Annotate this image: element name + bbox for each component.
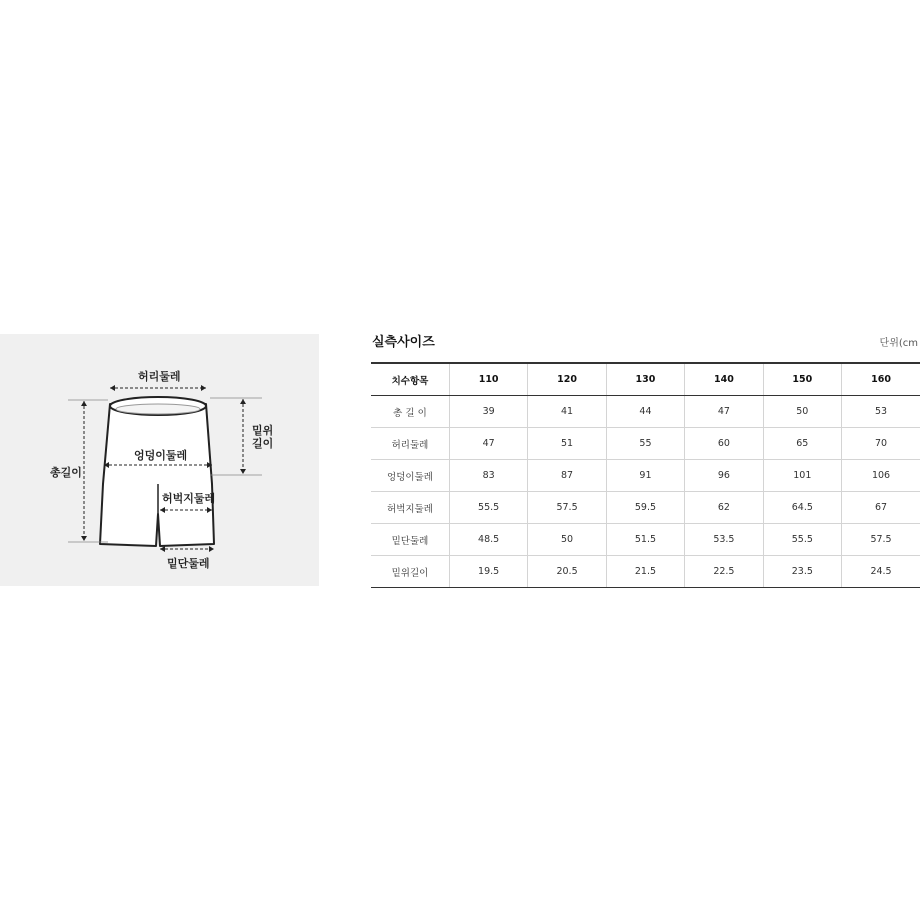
table-row: [371, 556, 920, 588]
table-row: [371, 428, 920, 460]
size-header: 120: [528, 363, 606, 396]
table-cell: 55.5: [449, 492, 527, 524]
table-cell: 55.5: [763, 524, 841, 556]
table-cell: 70: [842, 428, 920, 460]
table-cell: 96: [685, 460, 763, 492]
row-label: 총 길 이: [371, 396, 449, 428]
waist-label: 허리둘레: [138, 370, 181, 383]
table-cell: 91: [606, 460, 684, 492]
table-cell: 41: [528, 396, 606, 428]
table-cell: 23.5: [763, 556, 841, 588]
hem-label: 밑단둘레: [167, 557, 210, 570]
hip-label: 엉덩이둘레: [134, 449, 188, 462]
table-cell: 83: [449, 460, 527, 492]
table-cell: 44: [606, 396, 684, 428]
total-length-label: 총길이: [50, 466, 82, 479]
table-row: [371, 492, 920, 524]
table-cell: 64.5: [763, 492, 841, 524]
table-cell: 55: [606, 428, 684, 460]
waistband-inner: [116, 404, 200, 414]
table-cell: 48.5: [449, 524, 527, 556]
table-cell: 51: [528, 428, 606, 460]
table-cell: 59.5: [606, 492, 684, 524]
table-cell: 57.5: [528, 492, 606, 524]
table-cell: 47: [685, 396, 763, 428]
unit-note: 단위(cm: [879, 338, 918, 349]
size-table-title: 실측사이즈: [372, 335, 435, 350]
table-cell: 47: [449, 428, 527, 460]
table-cell: 57.5: [842, 524, 920, 556]
table-cell: 65: [763, 428, 841, 460]
table-cell: 19.5: [449, 556, 527, 588]
table-row: [371, 460, 920, 492]
table-cell: 87: [528, 460, 606, 492]
size-header-row: [371, 363, 920, 396]
row-label: 밑단둘레: [371, 524, 449, 556]
table-cell: 24.5: [842, 556, 920, 588]
table-cell: 60: [685, 428, 763, 460]
rise-label-line1: 밑위: [252, 424, 274, 437]
row-label: 허벅지둘레: [371, 492, 449, 524]
size-header: 150: [763, 363, 841, 396]
size-header: 140: [685, 363, 763, 396]
rise-label-line2: 길이: [252, 437, 274, 450]
table-cell: 106: [842, 460, 920, 492]
table-cell: 50: [528, 524, 606, 556]
table-row: [371, 396, 920, 428]
shorts-outline: [100, 404, 214, 546]
row-label: 허리둘레: [371, 428, 449, 460]
size-header: 110: [449, 363, 527, 396]
table-cell: 62: [685, 492, 763, 524]
row-label: 엉덩이둘레: [371, 460, 449, 492]
corner-header: 치수항목: [371, 363, 449, 396]
size-table: [371, 362, 920, 588]
table-row: [371, 524, 920, 556]
row-label: 밑위길이: [371, 556, 449, 588]
table-cell: 50: [763, 396, 841, 428]
table-cell: 67: [842, 492, 920, 524]
table-cell: 20.5: [528, 556, 606, 588]
size-header: 130: [606, 363, 684, 396]
table-cell: 101: [763, 460, 841, 492]
table-cell: 53.5: [685, 524, 763, 556]
table-cell: 53: [842, 396, 920, 428]
table-cell: 21.5: [606, 556, 684, 588]
thigh-label: 허벅지둘레: [162, 492, 216, 505]
shorts-diagram-panel: [0, 334, 319, 586]
table-cell: 22.5: [685, 556, 763, 588]
table-cell: 51.5: [606, 524, 684, 556]
table-cell: 39: [449, 396, 527, 428]
size-header: 160: [842, 363, 920, 396]
